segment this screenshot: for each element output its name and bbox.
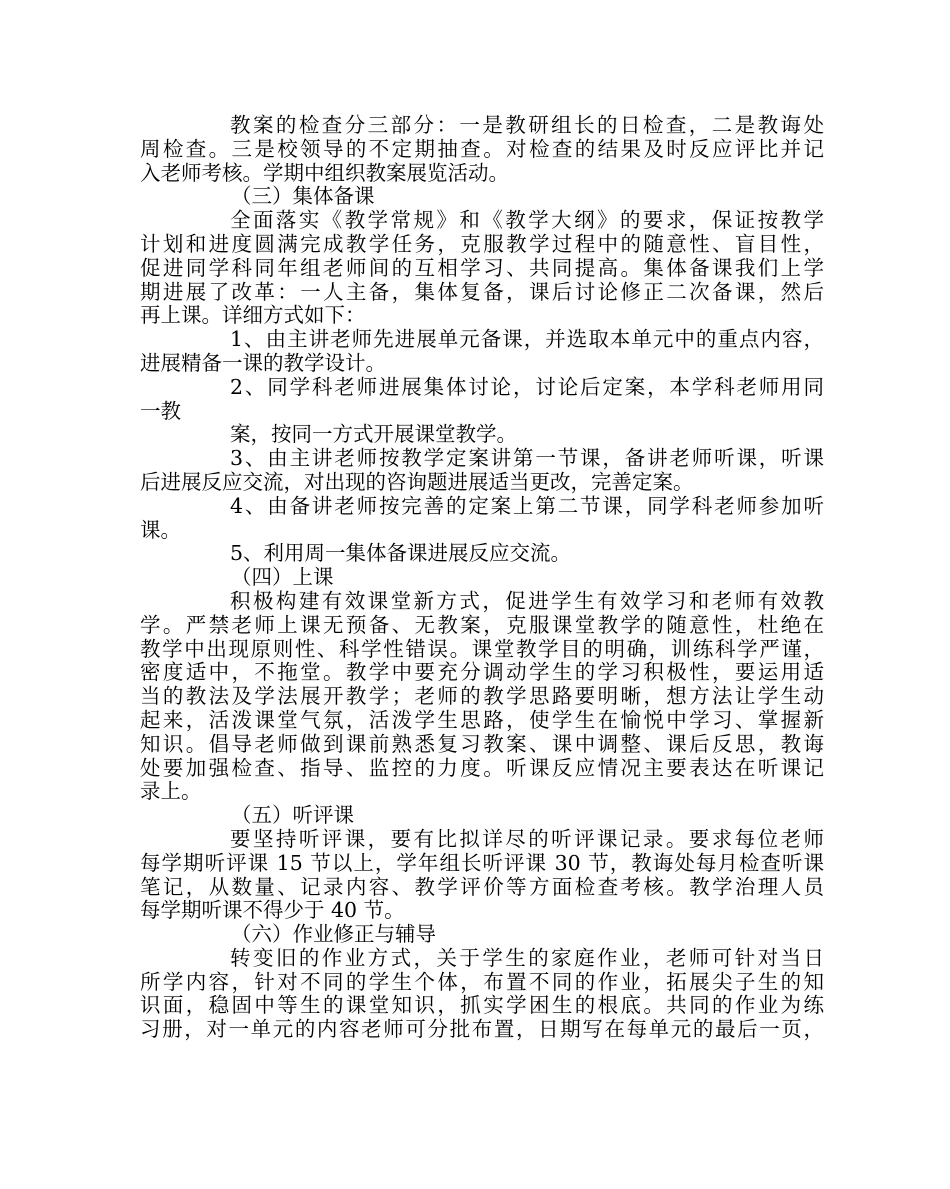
text-line: 入老师考核。学期中组织教案展览活动。 (140, 160, 509, 185)
text-line: 一教 (140, 398, 181, 423)
text-line: 教学中出现原则性、科学性错误。课堂教学目的明确，训练科学严谨， (140, 636, 824, 661)
text-line: 每学期听评课 15 节以上，学年组长听评课 30 节，教诲处每月检查听课 (140, 850, 824, 875)
text-line: 当的教法及学法展开教学；老师的教学思路要明晰，想方法让学生动 (140, 684, 824, 709)
text-line: 积极构建有效课堂新方式，促进学生有效学习和老师有效教 (230, 588, 824, 613)
text-line: 所学内容，针对不同的学生个体，布置不同的作业，拓展尖子生的知 (140, 969, 824, 994)
text-line: 要坚持听评课，要有比拟详尽的听评课记录。要求每位老师 (230, 826, 824, 851)
text-line: 教案的检查分三部分：一是教研组长的日检查，二是教诲处 (230, 113, 824, 137)
text-line: （五）听评课 (231, 803, 354, 828)
text-line: 习册，对一单元的内容老师可分批布置，日期写在每单元的最后一页， (140, 1017, 824, 1042)
text-line: （六）作业修正与辅导 (231, 922, 436, 947)
text-line: 全面落实《教学常规》和《教学大纲》的要求，保证按教学 (230, 208, 824, 233)
text-line: 周检查。三是校领导的不定期抽查。对检查的结果及时反应评比并记 (140, 136, 824, 161)
text-line: 4、由备讲老师按完善的定案上第二节课，同学科老师参加听 (230, 493, 824, 518)
text-line: 后进展反应交流，对出现的咨询题进展适当更改，完善定案。 (140, 469, 694, 494)
text-line: 录上。 (140, 779, 202, 804)
text-line: 起来，活泼课堂气氛，活泼学生思路，使学生在愉悦中学习、掌握新 (140, 707, 824, 732)
text-line: 促进同学科同年组老师间的互相学习、共同提高。集体备课我们上学 (140, 255, 824, 280)
text-line: 学。严禁老师上课无预备、无教案，克服课堂教学的随意性，杜绝在 (140, 612, 824, 637)
text-line: 每学期听课不得少于 40 节。 (140, 898, 405, 923)
text-line: 转变旧的作业方式，关于学生的家庭作业，老师可针对当日 (230, 945, 824, 970)
text-line: 再上课。详细方式如下： (140, 303, 366, 328)
text-line: 3、由主讲老师按教学定案讲第一节课，备讲老师听课，听课 (230, 446, 824, 471)
text-line: 课。 (140, 517, 181, 542)
text-line: 1、由主讲老师先进展单元备课，并选取本单元中的重点内容， (230, 327, 824, 352)
text-line: 案，按同一方式开展课堂教学。 (230, 422, 517, 447)
text-line: 笔记，从数量、记录内容、教学评价等方面检查考核。教学治理人员 (140, 874, 824, 899)
text-line: 识面，稳固中等生的课堂知识，抓实学困生的根底。共同的作业为练 (140, 993, 824, 1018)
text-line: 计划和进度圆满完成教学任务，克服教学过程中的随意性、盲目性， (140, 231, 824, 256)
text-line: 密度适中，不拖堂。教学中要充分调动学生的学习积极性，要运用适 (140, 660, 824, 685)
text-line: 知识。倡导老师做到课前熟悉复习教案、课中调整、课后反思，教诲 (140, 731, 824, 756)
text-line: 处要加强检查、指导、监控的力度。听课反应情况主要表达在听课记 (140, 755, 824, 780)
text-line: 5、利用周一集体备课进展反应交流。 (230, 541, 572, 566)
text-line: 进展精备一课的教学设计。 (140, 350, 386, 375)
text-line: 2、同学科老师进展集体讨论，讨论后定案，本学科老师用同 (230, 374, 824, 399)
document-body (140, 114, 824, 1042)
text-line: 期进展了改革：一人主备，集体复备，课后讨论修正二次备课，然后 (140, 279, 824, 304)
text-line: （三）集体备课 (231, 184, 375, 209)
text-line: （四）上课 (231, 565, 334, 590)
